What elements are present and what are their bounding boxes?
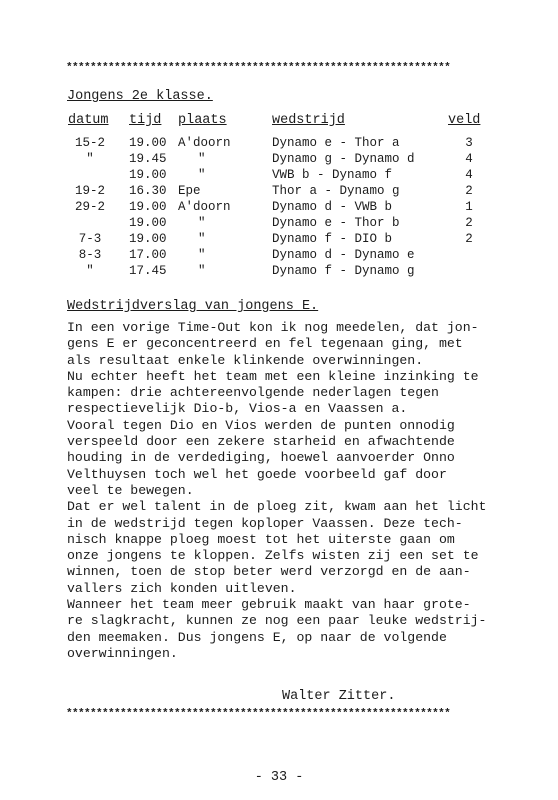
cell-tijd: 17.00 — [129, 248, 167, 262]
report-line: re slagkracht, kunnen ze nog een paar leuke wedstrij- — [67, 613, 487, 629]
separator-bottom: **************************************************************** — [66, 708, 451, 720]
column-header-wedstrijd: wedstrijd — [272, 113, 345, 128]
cell-veld: 2 — [465, 216, 473, 230]
page-number: - 33 - — [254, 770, 304, 785]
cell-plaats: " — [198, 216, 206, 230]
table-row — [0, 200, 558, 216]
report-title: Wedstrijdverslag van jongens E. — [67, 299, 319, 314]
report-line: gens E er geconcentreerd en fel tegenaan ging, met — [67, 336, 463, 352]
cell-tijd: 19.00 — [129, 216, 167, 230]
cell-wedstrijd: Dynamo f - Dynamo g — [272, 264, 415, 278]
column-header-plaats: plaats — [178, 113, 227, 128]
report-line: als resultaat enkele klinkende overwinningen. — [67, 352, 424, 368]
cell-tijd: 17.45 — [129, 264, 167, 278]
cell-datum: 15-2 — [74, 136, 105, 150]
cell-wedstrijd: Dynamo e - Thor a — [272, 136, 400, 150]
table-row — [0, 136, 558, 152]
cell-wedstrijd: Dynamo f - DIO b — [272, 232, 393, 246]
table-row — [0, 232, 558, 248]
cell-datum: 29-2 — [74, 200, 105, 214]
cell-veld: 4 — [465, 168, 473, 182]
cell-wedstrijd: Thor a - Dynamo g — [272, 184, 400, 198]
report-line: Velthuysen toch wel het goede voorbeeld gaf door — [67, 466, 447, 482]
report-line: Nu echter heeft het team met een kleine inzinking te — [67, 368, 479, 384]
cell-wedstrijd: Dynamo d - VWB b — [272, 200, 393, 214]
cell-plaats: A'doorn — [178, 200, 231, 214]
table-row — [0, 152, 558, 168]
cell-wedstrijd: VWB b - Dynamo f — [272, 168, 393, 182]
cell-tijd: 19.00 — [129, 232, 167, 246]
cell-datum: " — [86, 152, 94, 166]
column-header-tijd: tijd — [129, 113, 162, 128]
cell-wedstrijd: Dynamo e - Thor b — [272, 216, 400, 230]
cell-tijd: 19.00 — [129, 200, 167, 214]
cell-wedstrijd: Dynamo d - Dynamo e — [272, 248, 415, 262]
cell-plaats: " — [198, 248, 206, 262]
report-line: den meemaken. Dus jongens E, op naar de volgende — [67, 629, 447, 645]
report-line: houding in de verdediging, hoewel aanvoerder Onno — [67, 450, 455, 466]
report-line: Vooral tegen Dio en Vios werden de punten onnodig — [67, 417, 455, 433]
cell-veld: 2 — [465, 232, 473, 246]
report-line: in de wedstrijd tegen koploper Vaassen. Deze tech- — [67, 515, 463, 531]
report-body — [67, 320, 547, 662]
separator-top: **************************************************************** — [66, 62, 451, 74]
report-line: overwinningen. — [67, 645, 178, 661]
cell-plaats: " — [198, 152, 206, 166]
section-heading: Jongens 2e klasse. — [67, 89, 213, 104]
report-line: veel te bewegen. — [67, 482, 194, 498]
cell-veld: 4 — [465, 152, 473, 166]
cell-tijd: 19.45 — [129, 152, 167, 166]
report-line: In een vorige Time-Out kon ik nog meedelen, dat jon- — [67, 320, 479, 335]
cell-datum: 8-3 — [78, 248, 102, 262]
column-header-datum: datum — [68, 113, 109, 128]
report-line: respectievelijk Dio-b, Vios-a en Vaassen a. — [67, 401, 408, 417]
report-line: onze jongens te kloppen. Zelfs wisten zij een set te — [67, 548, 479, 564]
cell-veld: 3 — [465, 136, 473, 150]
cell-plaats: " — [198, 264, 206, 278]
cell-plaats: " — [198, 232, 206, 246]
report-line: vallers zich konden uitleven. — [67, 580, 297, 596]
cell-wedstrijd: Dynamo g - Dynamo d — [272, 152, 415, 166]
cell-tijd: 19.00 — [129, 168, 167, 182]
report-line: Dat er wel talent in de ploeg zit, kwam aan het licht — [67, 499, 487, 515]
report-line: kampen: drie achtereenvolgende nederlagen tegen — [67, 385, 439, 401]
report-line: verspeeld door een zekere starheid en afwachtende — [67, 434, 455, 450]
cell-plaats: A'doorn — [178, 136, 231, 150]
table-row — [0, 248, 558, 264]
cell-tijd: 16.30 — [129, 184, 167, 198]
report-line: winnen, toen de stop beter werd verzorgd en de aan- — [67, 564, 471, 580]
cell-datum: " — [86, 264, 94, 278]
signature: Walter Zitter. — [282, 689, 396, 704]
column-header-veld: veld — [448, 113, 481, 128]
cell-plaats: Epe — [178, 184, 201, 198]
cell-tijd: 19.00 — [129, 136, 167, 150]
cell-plaats: " — [198, 168, 206, 182]
table-row — [0, 168, 558, 184]
table-row — [0, 216, 558, 232]
cell-veld: 1 — [465, 200, 473, 214]
cell-datum: 19-2 — [74, 184, 105, 198]
table-row — [0, 264, 558, 280]
table-row — [0, 184, 558, 200]
cell-veld: 2 — [465, 184, 473, 198]
cell-datum: 7-3 — [78, 232, 102, 246]
report-line: nisch knappe ploeg moest tot het uiterste gaan om — [67, 531, 455, 547]
report-line: Wanneer het team meer gebruik maakt van haar grote- — [67, 597, 471, 613]
